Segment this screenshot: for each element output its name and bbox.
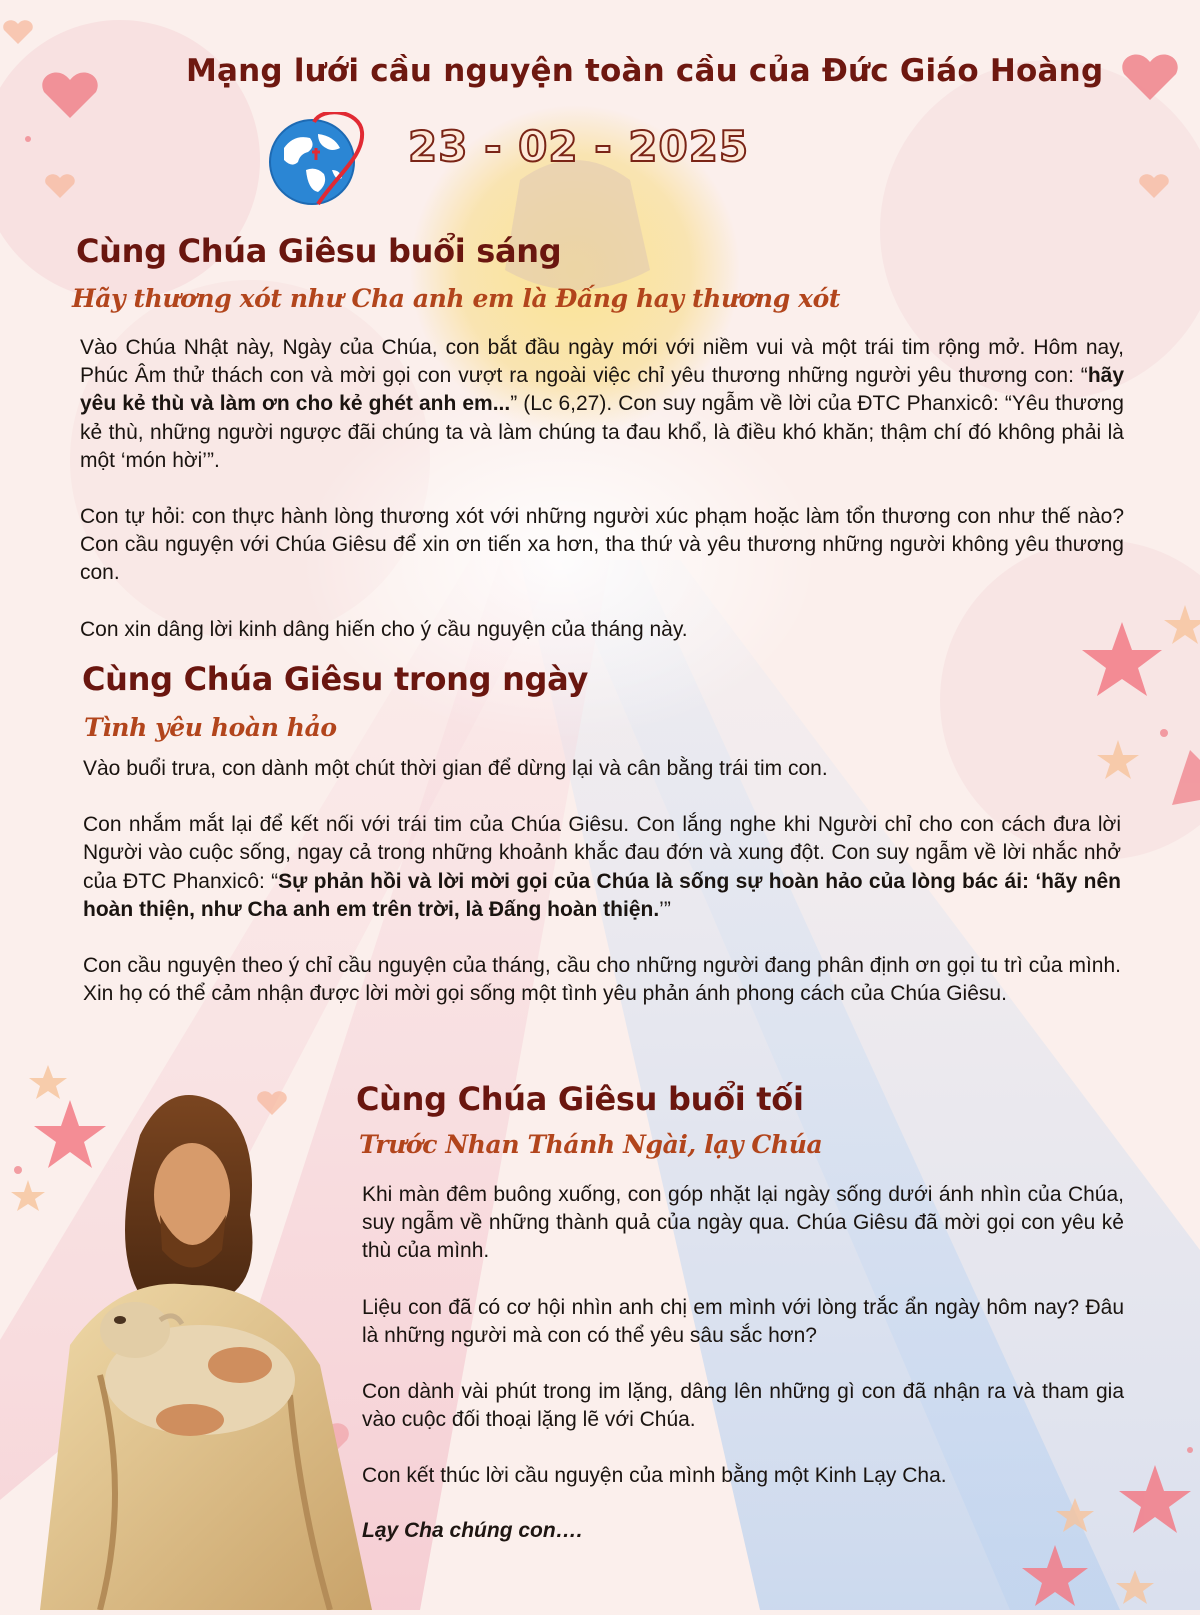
evening-paragraph-2: Liệu con đã có cơ hội nhìn anh chị em mình với lòng trắc ẩn ngày hôm nay? Đâu là những người mà con có thể yêu sâu sắc hơn? <box>362 1295 1124 1347</box>
text-span: Con nhắm mắt lại để kết nối với trái tim của Chúa Giêsu. Con lắng nghe khi Người chỉ cho con cách đưa lời Người vào cuộc sống, ngay cả trong những khoảnh khắc đau đớn và xung đột. Con suy ngẫm về lời nhắc nhở của ĐTC Phanxicô: “ <box>83 813 1121 893</box>
morning-body <box>80 334 1124 644</box>
bold-quote: hãy yêu kẻ thù và làm ơn cho kẻ ghét anh em... <box>80 364 1124 416</box>
shepherd-with-lamb-illustration <box>0 1075 372 1610</box>
morning-paragraph-1 <box>80 334 1124 475</box>
day-body <box>83 755 1121 1008</box>
text-span: Vào Chúa Nhật này, Ngày của Chúa, con bắt đầu ngày mới với niềm vui và một trái tim rộng mở. Hôm nay, Phúc Âm thử thách con và mời gọi con vượt ra ngoài việc chỉ yêu thương những người yêu thương con: “ <box>80 336 1124 388</box>
evening-heading: Cùng Chúa Giêsu buổi tối <box>356 1080 804 1118</box>
morning-paragraph-2: Con tự hỏi: con thực hành lòng thương xót với những người xúc phạm hoặc làm tổn thương con như thế nào? Con cầu nguyện với Chúa Giêsu để xin ơn tiến xa hơn, tha thứ và yêu thương những người không yêu thương con. <box>80 505 1124 585</box>
day-paragraph-3: Con cầu nguyện theo ý chỉ cầu nguyện của tháng, cầu cho những người đang phân định ơn gọi tu trì của mình. Xin họ có thể cảm nhận được lời mời gọi sống một tình yêu phản ánh phong cách của Chúa Giêsu. <box>83 954 1121 1006</box>
text-span: ’” <box>659 897 671 921</box>
day-paragraph-2 <box>83 811 1121 924</box>
text-span: ” (Lc 6,27). Con suy ngẫm về lời của ĐTC Phanxicô: “Yêu thương kẻ thù, những người ngược đãi chúng ta và làm chúng ta đau khổ, là điều khó khăn; thậm chí đó không phải là một ‘món hời’”. <box>80 392 1124 472</box>
evening-paragraph-1: Khi màn đêm buông xuống, con góp nhặt lại ngày sống dưới ánh nhìn của Chúa, suy ngẫm về những thành quả của ngày qua. Chúa Giêsu đã mời gọi con yêu kẻ thù của mình. <box>362 1183 1124 1263</box>
date-display: 23 - 02 - 2025 <box>408 122 750 171</box>
morning-heading: Cùng Chúa Giêsu buổi sáng <box>76 232 562 270</box>
evening-body <box>362 1181 1124 1543</box>
evening-paragraph-3: Con dành vài phút trong im lặng, dâng lên những gì con đã nhận ra và tham gia vào cuộc đối thoại lặng lẽ với Chúa. <box>362 1380 1124 1432</box>
bold-quote: Sự phản hồi và lời mời gọi của Chúa là sống sự hoàn hảo của lòng bác ái: ‘hãy nên hoàn thiện, như Cha anh em trên trời, là Đấng hoàn thiện. <box>83 869 1121 921</box>
morning-paragraph-3: Con xin dâng lời kinh dâng hiến cho ý cầu nguyện của tháng này. <box>80 617 688 641</box>
morning-subheading: Hãy thương xót như Cha anh em là Đấng hay thương xót <box>72 284 841 313</box>
day-heading: Cùng Chúa Giêsu trong ngày <box>82 660 589 698</box>
evening-paragraph-4: Con kết thúc lời cầu nguyện của mình bằng một Kinh Lạy Cha. <box>362 1464 947 1488</box>
logo <box>262 112 374 208</box>
evening-subheading: Trước Nhan Thánh Ngài, lạy Chúa <box>359 1130 823 1159</box>
day-subheading: Tình yêu hoàn hảo <box>84 713 337 742</box>
globe-heart-icon <box>262 112 374 208</box>
page-title: Mạng lưới cầu nguyện toàn cầu của Đức Giáo Hoàng <box>186 53 1104 89</box>
closing-prayer: Lạy Cha chúng con…. <box>362 1518 583 1542</box>
day-paragraph-1: Vào buổi trưa, con dành một chút thời gian để dừng lại và cân bằng trái tim con. <box>83 757 828 780</box>
